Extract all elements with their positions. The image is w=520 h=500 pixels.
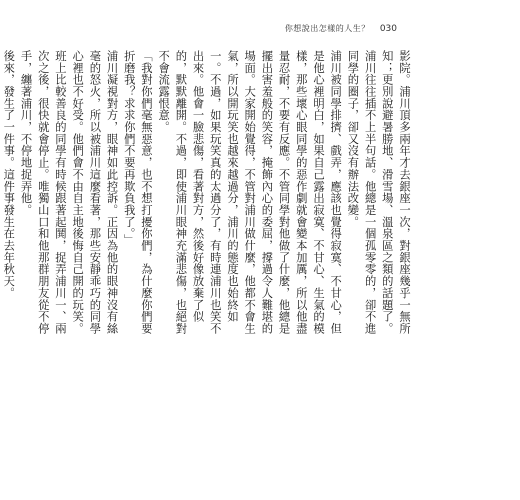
page-header xyxy=(285,23,397,34)
paragraph: 「我對你們毫無惡意，也不想打擾你們，為什麼你們要折磨我？求求你們不要再欺負我了。」 xyxy=(122,50,153,335)
paragraph: 後來，發生了一件事。這件事發生在去年秋天。 xyxy=(2,50,16,299)
paragraph: 浦川凝視對方，眼神如此控訴。正因為他的眼神沒有絲毫的怒火，所以被浦川這麼看著，那些安靜乖巧的同學心裡也不好受。他們會不由自主地後悔自己開的玩笑。班上比較善良的同學有時候跟著起鬨，捉弄浦川一、兩次之後，很快就會停止。唯獨山口和他那群朋友從不停手，纏著浦川，不停地捉弄他。 xyxy=(19,50,119,335)
body-text xyxy=(2,50,413,342)
paragraph: 浦川被同學排擠、戲弄，應該也覺得寂寞、不甘心，但是他心裡明白，如果自己露出寂寞、不甘心、生氣的模樣，那些壞心眼同學的惡作劇就會變本加厲，所以他盡量忍耐，不要有反應。不管同學對他做了什麼，他總是擺出害羞般的笑容，掩飾內心的委屈，撐過令人難堪的場面。大家開始覺得，不管對浦川做什麼，他都不會生氣，所以開玩笑也越來越過分，浦川的態度也始終如一。不過，如果玩笑真的太過分了，有時連浦川也笑不出來。他會一臉悲傷，看著對方，然後好像放棄了似的，默默離開。不過，即使浦川眼神充滿悲傷，也絕對不會流露恨意。 xyxy=(157,50,343,335)
paragraph: 影院。浦川頂多兩年才去銀座一次，對銀座幾乎一無所知；更別說避暑勝地、滑雪場、溫泉區之類的話題了。浦川往往插不上半句話。他總是一個孤零零的，卻不進同學的圈子，卻又沒有辦法改變。 xyxy=(346,50,411,335)
page-number: 030 xyxy=(379,24,397,34)
running-title: 你想說出怎樣的人生？ xyxy=(284,24,370,33)
